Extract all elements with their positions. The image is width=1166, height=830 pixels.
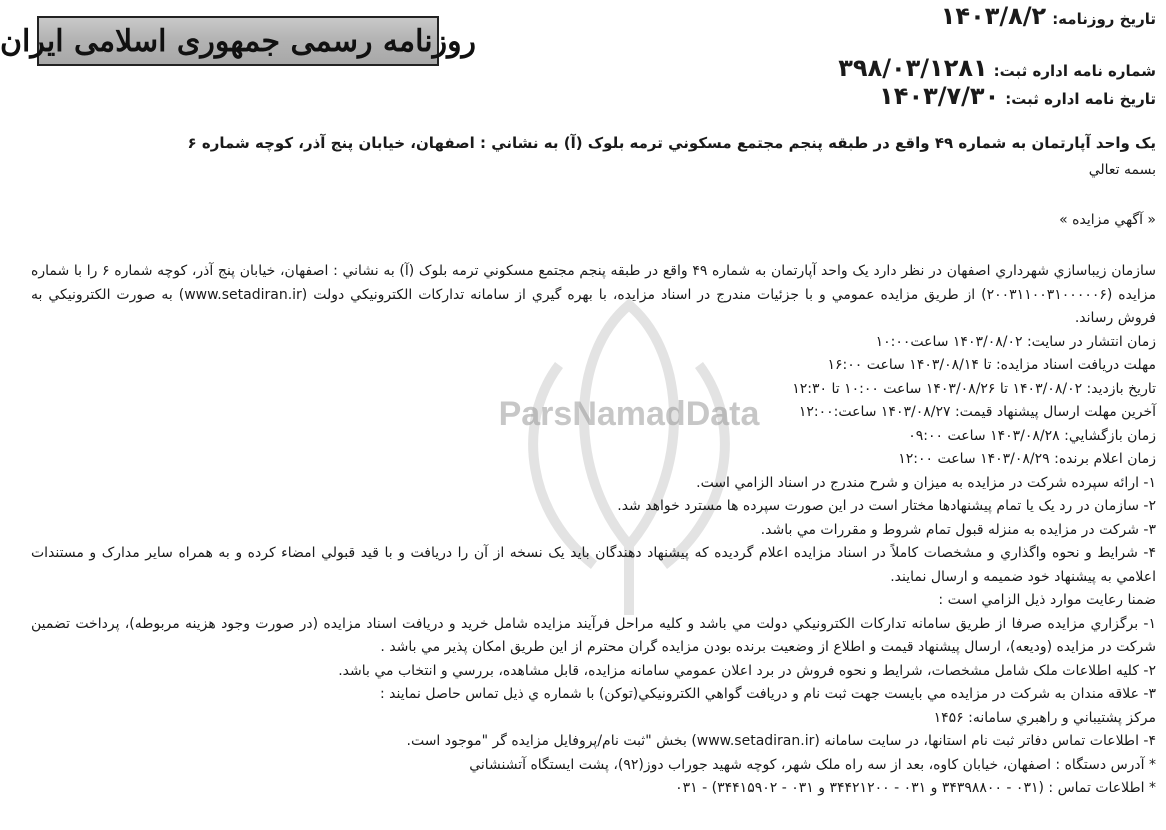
opening-time: زمان بازگشايي: ۱۴۰۳/۰۸/۲۸ ساعت ۰۹:۰۰ [908, 427, 1156, 444]
registration-date [879, 82, 1156, 110]
newspaper-date-label: تاریخ روزنامه: [1052, 10, 1156, 28]
requirement-item-1: ۱- برگزاري مزايده صرفا از طريق سامانه تدارکات الکترونيکي دولت مي باشد و کليه مراحل فرآيند مزايده شامل خريد و دريافت اسناد مزايده (در صورت وجود هزينه مربوطه)، پرداخت تضمين شرکت در مزايده (وديعه)، ارسال پيشنهاد قيمت و اطلاع از وضعيت برنده بودن مزايده گران محترم از اين طريق امکان پذير مي باشد . [31, 615, 1156, 655]
condition-item-2: ۲- سازمان در رد يک يا تمام پيشنهادها مختار است در اين صورت سپرده ها مسترد خواهد شد. [617, 498, 1156, 514]
newspaper-date-value: ۱۴۰۳/۸/۲ [940, 2, 1047, 30]
notice-title: « آگهي مزايده » [1059, 212, 1156, 228]
newspaper-date [941, 2, 1156, 30]
requirement-item-3: ۳- علاقه مندان به شرکت در مزايده مي بايست جهت ثبت نام و دريافت گواهي الکترونيکي(توکن) با شماره ي ذيل تماس حاصل نمايند : [380, 686, 1156, 702]
requirement-item-2: ۲- کليه اطلاعات ملک شامل مشخصات، شرايط و نحوه فروش در برد اعلان عمومي سامانه مزايده، قابل مشاهده، بررسي و انتخاب مي باشد. [338, 662, 1156, 679]
registration-date-label: تاریخ نامه اداره ثبت: [1005, 90, 1156, 108]
contact-info: * اطلاعات تماس : (۰۳۱ - ۳۴۳۹۸۸۰۰ و ۰۳۱ - ۳۴۴۲۱۲۰۰ و ۰۳۱ - ۳۴۴۱۵۹۰۲) - ۰۳۱ [675, 780, 1156, 796]
condition-item-1: ۱- ارائه سپرده شرکت در مزايده به ميزان و شرح مندرج در اسناد الزامي است. [696, 474, 1156, 491]
organization-address: * آدرس دستگاه : اصفهان، خيابان کاوه، بعد از سه راه ملک شهر، کوچه شهيد جوراب دوز(۹۲)، پشت ايستگاه آتشنشاني [469, 756, 1156, 773]
bismillah: بسمه تعالي [1088, 162, 1156, 178]
newspaper-name: روزنامه رسمی جمهوری اسلامی ایران [0, 23, 477, 59]
notice-body [31, 260, 1156, 801]
registration-number-label: شماره نامه اداره ثبت: [993, 62, 1156, 80]
registration-number [838, 54, 1156, 82]
bid-deadline: آخرين مهلت ارسال پيشنهاد قيمت: ۱۴۰۳/۰۸/۲۷ ساعت:۱۲:۰۰ [798, 404, 1156, 420]
document-deadline: مهلت دريافت اسناد مزايده: تا ۱۴۰۳/۰۸/۱۴ ساعت ۱۶:۰۰ [827, 357, 1156, 373]
newspaper-logo [0, 16, 477, 66]
winner-announcement: زمان اعلام برنده: ۱۴۰۳/۰۸/۲۹ ساعت ۱۲:۰۰ [898, 451, 1156, 467]
support-center: مرکز پشتيباني و راهبري سامانه: ۱۴۵۶ [933, 709, 1156, 726]
watermark-text: ParsNamadData [498, 395, 760, 433]
body-paragraph-intro: سازمان زيباسازي شهرداري اصفهان در نظر دارد يک واحد آپارتمان به شماره ۴۹ واقع در طبقه پنجم مجتمع مسکوني ترمه بلوک (آ) به نشاني : اصفهان، خيابان پنج آذر، کوچه شماره ۶ را با شماره مزايده (۲۰۰۳۱۱۰۰۳۱۰۰۰۰۰۶) از طريق مزايده عمومي و با جزئيات مندرج در اسناد مزايده، با بهره گيري از سامانه تدارکات الکترونيکي دولت (www.setadiran.ir) به صورت الکترونيکي به فروش رساند. [31, 263, 1157, 326]
notice-headline: يک واحد آپارتمان به شماره ۴۹ واقع در طبقه پنجم مجتمع مسکوني ترمه بلوک (آ) به نشاني : اصفهان، خيابان پنج آذر، کوچه شماره ۶ [187, 134, 1156, 152]
visit-date: تاريخ بازديد: ۱۴۰۳/۰۸/۰۲ تا ۱۴۰۳/۰۸/۲۶ ساعت ۱۰:۰۰ تا ۱۲:۳۰ [792, 380, 1156, 397]
registration-date-value: ۱۴۰۳/۷/۳۰ [879, 82, 1000, 110]
requirement-item-4: ۴- اطلاعات تماس دفاتر ثبت نام استانها، در سايت سامانه (www.setadiran.ir) بخش "ثبت نام/پروفايل مزايده گر "موجود است. [406, 733, 1156, 749]
registration-number-value: ۳۹۸/۰۳/۱۲۸۱ [838, 54, 988, 82]
requirements-heading: ضمنا رعايت موارد ذيل الزامي است : [938, 592, 1156, 608]
condition-item-4: ۴- شرايط و نحوه واگذاري و مشخصات کاملاً در اسناد مزايده اعلام گرديده که پيشنهاد دهندگان بايد يک نسخه از آن را دريافت و با قيد قبولي امضاء کرده و به همراه ساير مدارک و مستندات اعلامي به پيشنهاد خود ضميمه و ارسال نمايند. [31, 545, 1156, 585]
condition-item-3: ۳- شرکت در مزايده به منزله قبول تمام شروط و مقررات مي باشد. [760, 521, 1156, 538]
publish-time: زمان انتشار در سايت: ۱۴۰۳/۰۸/۰۲ ساعت۱۰:۰۰ [875, 333, 1156, 350]
